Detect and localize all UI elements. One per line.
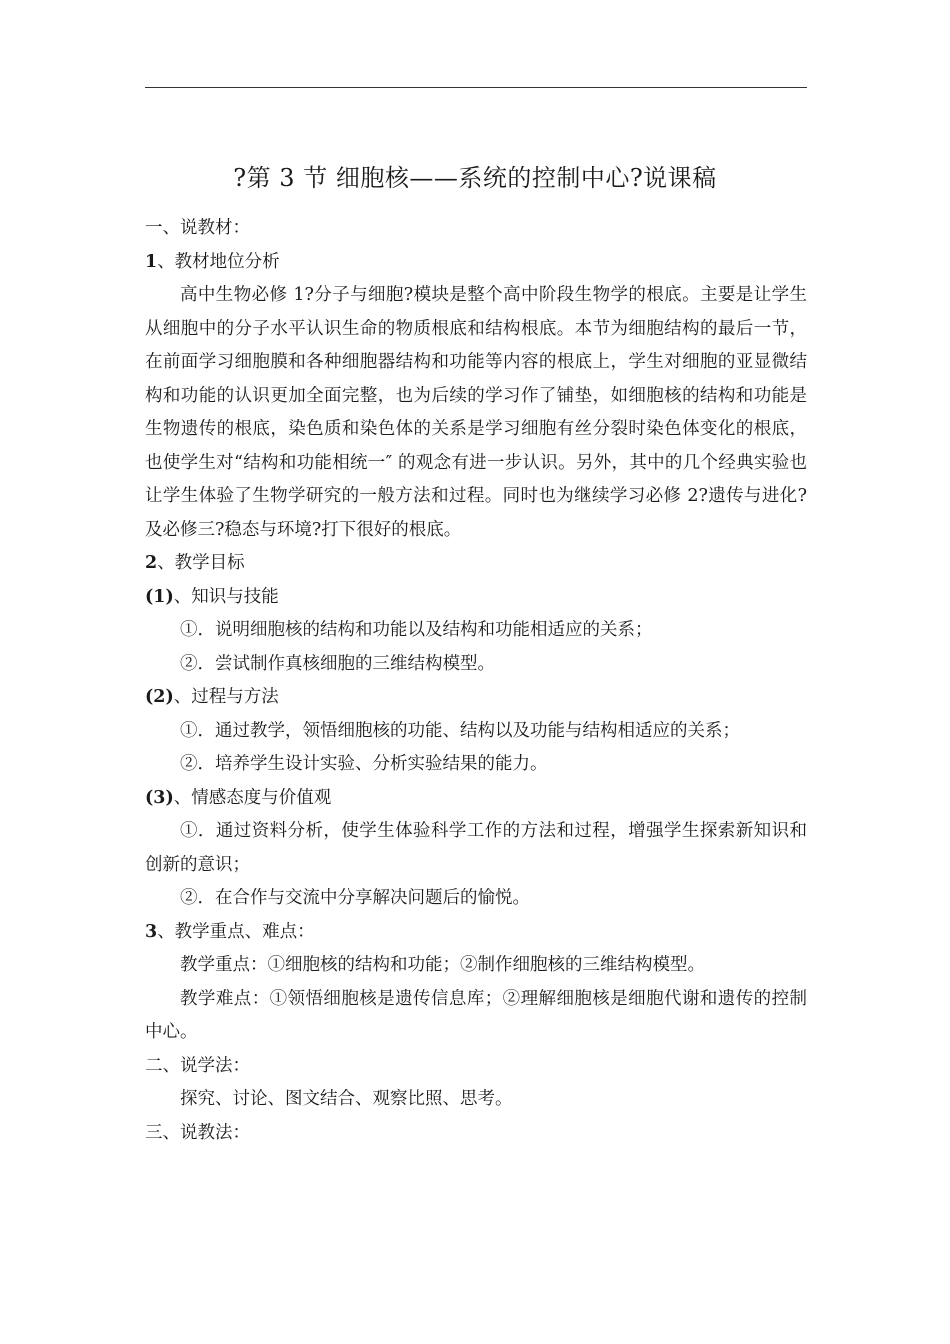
section-heading-2: 二、说学法： (145, 1055, 250, 1076)
goal-heading-2 (145, 681, 807, 715)
goal-item: ②．在合作与交流中分享解决问题后的愉悦。 (180, 888, 530, 908)
subsection-number: 2 (145, 553, 158, 573)
goal-title: 、情感态度与价值观 (173, 787, 332, 808)
subsection-title: 、教材地位分析 (157, 251, 280, 272)
subsection-number: 1 (145, 251, 158, 272)
subsection-number: 3 (145, 921, 158, 942)
goal-item: ②．培养学生设计实验、分析实验结果的能力。 (180, 754, 548, 774)
learning-methods: 探究、讨论、图文结合、观察比照、思考。 (180, 1089, 513, 1109)
subsection-heading-1-1 (145, 246, 807, 280)
subsection-title: 、教学目标 (157, 553, 245, 573)
header-rule (145, 87, 807, 88)
goal-title: 、知识与技能 (173, 586, 279, 607)
document-body (145, 212, 807, 1150)
goal-title: 、过程与方法 (173, 687, 279, 707)
key-points: 教学重点：①细胞核的结构和功能；②制作细胞核的三维结构模型。 (180, 955, 705, 975)
difficult-points: 教学难点：①领悟细胞核是遗传信息库；②理解细胞核是细胞代谢和遗传的控制中心。 (145, 988, 807, 1042)
section-heading-1: 一、说教材： (145, 218, 250, 238)
section-heading-3: 三、说教法： (145, 1122, 250, 1143)
goal-item: ①．通过资料分析，使学生体验科学工作的方法和过程，增强学生探索新知识和创新的意识； (145, 821, 807, 875)
paragraph-textbook-position: 高中生物必修 1?分子与细胞?模块是整个高中阶段生物学的根底。主要是让学生从细胞中的分子水平认识生命的物质根底和结构根底。本节为细胞结构的最后一节，在前面学习细胞膜和各种细胞器结构和功能等内容的根底上，学生对细胞的亚显微结构和功能的认识更加全面完整，也为后续的学习作了铺垫，如细胞核的结构和功能是生物遗传的根底，染色质和染色体的关系是学习细胞有丝分裂时染色体变化的根底，也使学生对“结构和功能相统一″ 的观念有进一步认识。另外，其中的几个经典实验也让学生体验了生物学研究的一般方法和过程。同时也为继续学习必修 2?遗传与进化?及必修三?稳态与环境?打下很好的根底。 (145, 285, 807, 540)
subsection-heading-1-3 (145, 916, 807, 950)
goal-item: ②．尝试制作真核细胞的三维结构模型。 (180, 653, 495, 674)
goal-item: ①．通过教学，领悟细胞核的功能、结构以及功能与结构相适应的关系； (180, 720, 740, 741)
goal-heading-3 (145, 782, 807, 816)
subsection-heading-1-2 (145, 547, 807, 581)
document-title: ?第 3 节 细胞核——系统的控制中心?说课稿 (233, 164, 717, 192)
goal-item: ①．说明细胞核的结构和功能以及结构和功能相适应的关系； (180, 620, 653, 640)
subsection-title: 、教学重点、难点： (157, 921, 315, 942)
goal-number: (1) (145, 586, 174, 607)
goal-number: (2) (145, 687, 174, 707)
goal-number: (3) (145, 787, 174, 808)
goal-heading-1 (145, 581, 807, 615)
